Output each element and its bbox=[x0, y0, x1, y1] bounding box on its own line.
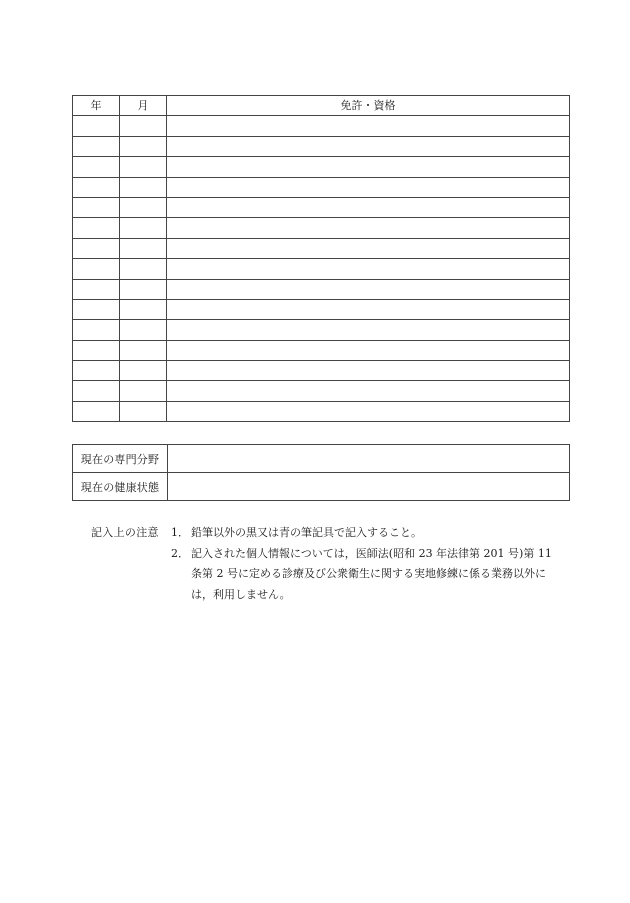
note-number: 2． bbox=[171, 546, 189, 560]
year-cell[interactable] bbox=[73, 381, 120, 401]
license-table-body bbox=[73, 116, 570, 422]
health-field[interactable] bbox=[168, 473, 570, 501]
notes-section bbox=[91, 523, 561, 605]
month-cell[interactable] bbox=[120, 177, 167, 197]
health-row bbox=[73, 473, 570, 501]
license-cell[interactable] bbox=[167, 401, 570, 421]
table-row bbox=[73, 259, 570, 279]
notes-label: 記入上の注意 bbox=[91, 526, 159, 539]
year-cell[interactable] bbox=[73, 197, 120, 217]
license-cell[interactable] bbox=[167, 177, 570, 197]
license-cell[interactable] bbox=[167, 340, 570, 360]
license-cell[interactable] bbox=[167, 381, 570, 401]
month-cell[interactable] bbox=[120, 340, 167, 360]
license-table-header bbox=[73, 96, 570, 116]
month-cell[interactable] bbox=[120, 259, 167, 279]
year-header: 年 bbox=[73, 96, 120, 116]
year-cell[interactable] bbox=[73, 218, 120, 238]
health-label: 現在の健康状態 bbox=[73, 473, 168, 501]
table-row bbox=[73, 320, 570, 340]
month-cell[interactable] bbox=[120, 136, 167, 156]
year-cell[interactable] bbox=[73, 299, 120, 319]
table-row bbox=[73, 197, 570, 217]
license-cell[interactable] bbox=[167, 320, 570, 340]
table-row bbox=[73, 279, 570, 299]
month-cell[interactable] bbox=[120, 197, 167, 217]
year-cell[interactable] bbox=[73, 238, 120, 258]
note-text: 記入された個人情報については，医師法(昭和 23 年法律第 201 号)第 11 条第 2 号に定める診療及び公衆衛生に関する実地修練に係る業務以外には，利用しません。 bbox=[191, 546, 552, 601]
year-cell[interactable] bbox=[73, 116, 120, 136]
month-cell[interactable] bbox=[120, 361, 167, 381]
table-row bbox=[73, 238, 570, 258]
license-table bbox=[72, 95, 570, 422]
year-cell[interactable] bbox=[73, 259, 120, 279]
table-row bbox=[73, 401, 570, 421]
year-cell[interactable] bbox=[73, 320, 120, 340]
table-row bbox=[73, 381, 570, 401]
table-row bbox=[73, 177, 570, 197]
table-row bbox=[73, 340, 570, 360]
license-cell[interactable] bbox=[167, 259, 570, 279]
table-row bbox=[73, 299, 570, 319]
month-cell[interactable] bbox=[120, 320, 167, 340]
license-cell[interactable] bbox=[167, 116, 570, 136]
license-header: 免許・資格 bbox=[167, 96, 570, 116]
license-cell[interactable] bbox=[167, 218, 570, 238]
license-cell[interactable] bbox=[167, 238, 570, 258]
license-cell[interactable] bbox=[167, 136, 570, 156]
year-cell[interactable] bbox=[73, 340, 120, 360]
table-row bbox=[73, 116, 570, 136]
note-number: 1． bbox=[171, 526, 189, 539]
month-cell[interactable] bbox=[120, 157, 167, 177]
year-cell[interactable] bbox=[73, 136, 120, 156]
year-cell[interactable] bbox=[73, 157, 120, 177]
table-row bbox=[73, 136, 570, 156]
note-item-2 bbox=[171, 544, 561, 606]
table-row bbox=[73, 157, 570, 177]
year-cell[interactable] bbox=[73, 361, 120, 381]
month-cell[interactable] bbox=[120, 238, 167, 258]
note-text: 鉛筆以外の黒又は青の筆記具で記入すること。 bbox=[191, 526, 422, 539]
license-cell[interactable] bbox=[167, 197, 570, 217]
license-cell[interactable] bbox=[167, 299, 570, 319]
month-cell[interactable] bbox=[120, 299, 167, 319]
license-cell[interactable] bbox=[167, 157, 570, 177]
month-header: 月 bbox=[120, 96, 167, 116]
month-cell[interactable] bbox=[120, 116, 167, 136]
month-cell[interactable] bbox=[120, 279, 167, 299]
year-cell[interactable] bbox=[73, 401, 120, 421]
month-cell[interactable] bbox=[120, 401, 167, 421]
month-cell[interactable] bbox=[120, 218, 167, 238]
year-cell[interactable] bbox=[73, 177, 120, 197]
table-row bbox=[73, 361, 570, 381]
year-cell[interactable] bbox=[73, 279, 120, 299]
month-cell[interactable] bbox=[120, 381, 167, 401]
license-cell[interactable] bbox=[167, 361, 570, 381]
specialty-field[interactable] bbox=[168, 445, 570, 473]
license-cell[interactable] bbox=[167, 279, 570, 299]
info-table bbox=[72, 444, 570, 501]
note-item-1 bbox=[171, 523, 561, 544]
specialty-row bbox=[73, 445, 570, 473]
specialty-label: 現在の専門分野 bbox=[73, 445, 168, 473]
table-row bbox=[73, 218, 570, 238]
